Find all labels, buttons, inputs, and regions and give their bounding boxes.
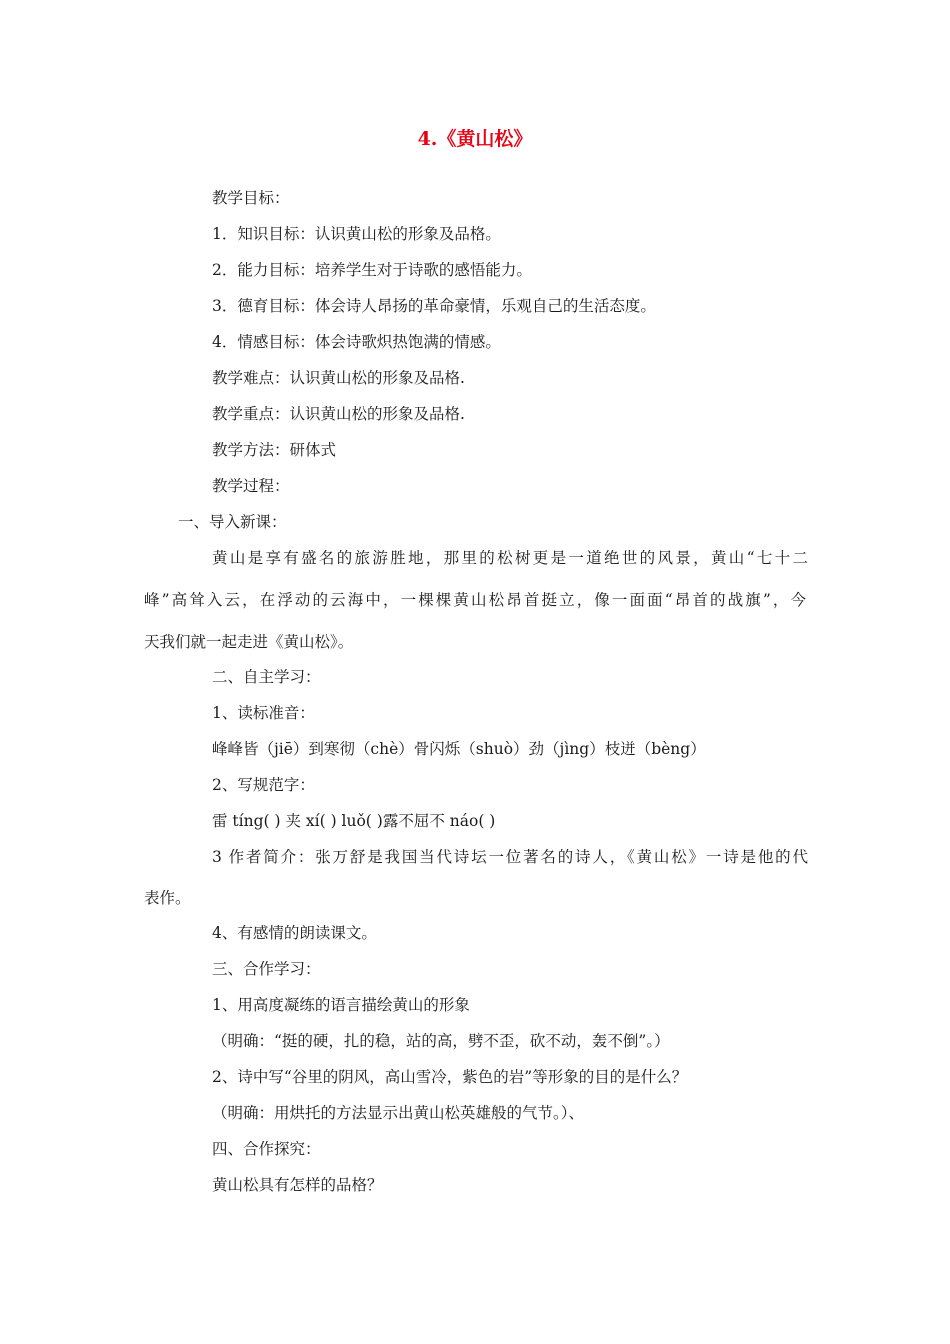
write-characters-exercise: 雷 tíng( ) 夹 xí( ) luǒ( )露不屈不 náo( ) [212, 812, 496, 830]
teaching-process-heading: 教学过程： [212, 477, 290, 495]
exploration-question: 黄山松具有怎样的品格？ [212, 1176, 383, 1194]
answer-2: （明确：用烘托的方法显示出黄山松英雄般的气节。）、 [212, 1104, 585, 1122]
intro-paragraph-line-1: 黄山是享有盛名的旅游胜地，那里的松树更是一道绝世的风景，黄山“七十二 [212, 549, 808, 567]
author-intro-line-2: 表作。 [144, 889, 191, 907]
teaching-difficulty: 教学难点：认识黄山松的形象及品格. [212, 369, 465, 387]
goal-emotion: 4．情感目标：体会诗歌炽热饱满的情感。 [212, 333, 501, 351]
section-1-heading: 一、导入新课： [178, 513, 287, 531]
question-1: 1、用高度凝练的语言描绘黄山的形象 [212, 996, 470, 1014]
section-4-heading: 四、合作探究： [212, 1140, 321, 1158]
page-title: 4.《黄山松》 [417, 128, 533, 150]
read-aloud-item: 4、有感情的朗读课文。 [212, 924, 377, 942]
author-intro-line-1: 3 作者简介：张万舒是我国当代诗坛一位著名的诗人，《黄山松》一诗是他的代 [212, 848, 808, 866]
answer-1: （明确：“挺的硬，扎的稳，站的高，劈不歪，砍不动，轰不倒”。） [212, 1032, 670, 1050]
teaching-focus: 教学重点：认识黄山松的形象及品格. [212, 405, 465, 423]
write-characters-heading: 2、写规范字： [212, 776, 315, 794]
teaching-goals-heading: 教学目标： [212, 189, 290, 207]
intro-paragraph-line-3: 天我们就一起走进《黄山松》。 [144, 633, 354, 651]
intro-paragraph-line-2: 峰”高耸入云，在浮动的云海中，一棵棵黄山松昂首挺立，像一面面“昂首的战旗”，今 [144, 591, 806, 609]
goal-ability: 2．能力目标：培养学生对于诗歌的感悟能力。 [212, 261, 532, 279]
read-pronunciation-heading: 1、读标准音： [212, 704, 315, 722]
section-3-heading: 三、合作学习： [212, 960, 321, 978]
teaching-method: 教学方法：研体式 [212, 441, 337, 459]
section-2-heading: 二、自主学习： [212, 668, 321, 686]
pronunciation-list: 峰峰皆（jiē）到寒彻（chè）骨闪烁（shuò）劲（jìng）枝迸（bèng） [212, 740, 706, 758]
goal-moral: 3．德育目标：体会诗人昂扬的革命豪情，乐观自己的生活态度。 [212, 297, 656, 315]
question-2: 2、诗中写“谷里的阴风，高山雪冷，紫色的岩”等形象的目的是什么？ [212, 1068, 688, 1086]
goal-knowledge: 1．知识目标：认识黄山松的形象及品格。 [212, 225, 501, 243]
